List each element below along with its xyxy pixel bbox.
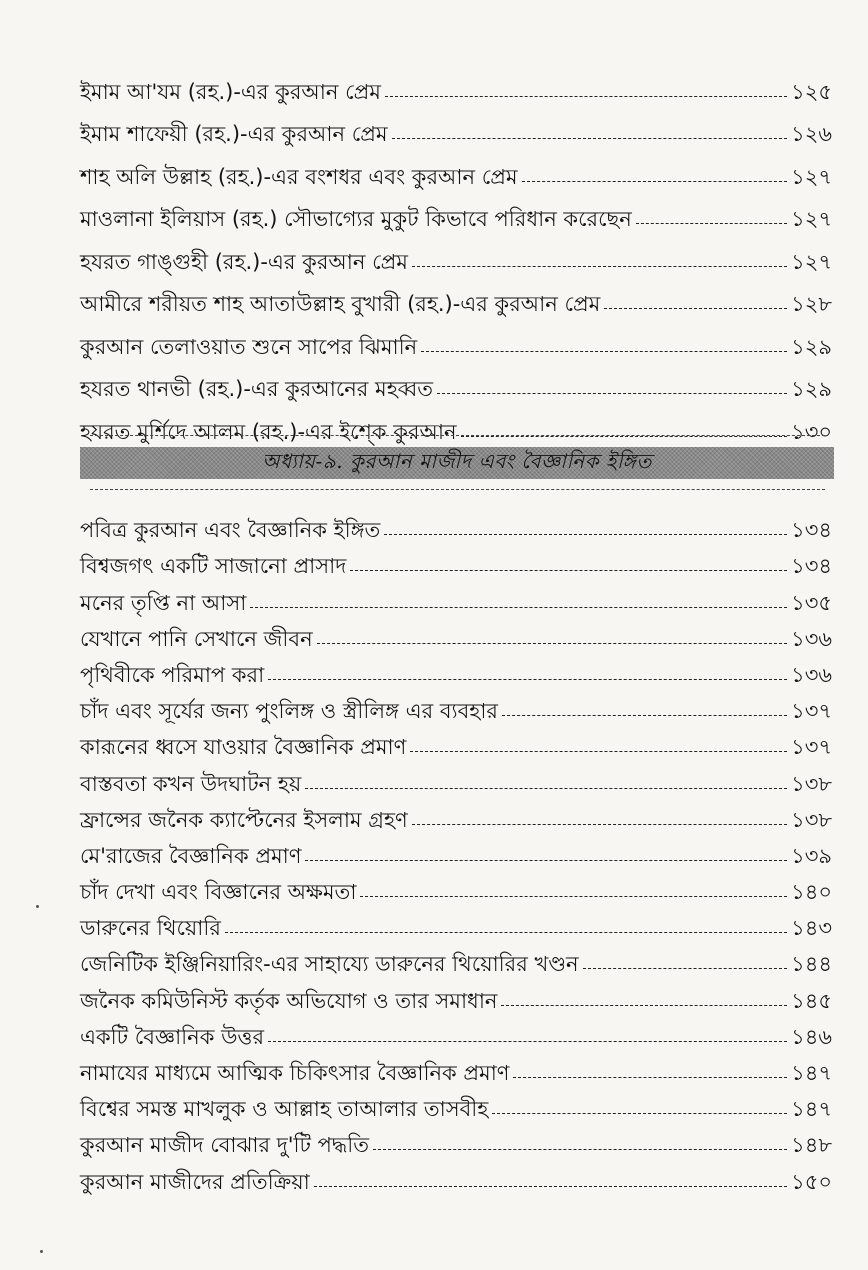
toc-list-bottom [80, 505, 832, 1193]
toc-entry-title: বিশ্বজগৎ একটি সাজানো প্রাসাদ [80, 554, 347, 579]
toc-entry-page-number: ১৩৬ [791, 626, 832, 651]
dot-leader [502, 715, 787, 716]
toc-entry-title: শাহ অলি উল্লাহ (রহ.)-এর বংশধর এবং কুরআন প্রেম [80, 164, 518, 189]
toc-list-top [80, 60, 832, 443]
dot-leader [384, 534, 787, 535]
toc-entry [80, 867, 832, 903]
dot-leader [385, 96, 787, 97]
toc-entry-title: ইমাম শাফেয়ী (রহ.)-এর কুরআন প্রেম [80, 122, 388, 146]
toc-entry [80, 686, 832, 722]
toc-entry [80, 577, 832, 613]
dot-leader [513, 1077, 787, 1078]
toc-entry [80, 1012, 832, 1048]
toc-entry-title: বাস্তবতা কখন উদঘাটন হয় [80, 771, 302, 796]
toc-entry [80, 188, 832, 231]
toc-entry-page-number: ১৩৮ [791, 771, 832, 796]
toc-entry [80, 541, 832, 577]
toc-entry [80, 1084, 832, 1120]
dot-leader [583, 968, 788, 969]
toc-entry-page-number: ১৩৭ [791, 699, 832, 724]
toc-entry [80, 650, 832, 686]
toc-entry [80, 903, 832, 939]
toc-entry-page-number: ১৩৬ [791, 662, 832, 687]
toc-entry-title: পৃথিবীকে পরিমাপ করা [80, 662, 265, 687]
toc-entry [80, 60, 832, 103]
dot-leader [225, 932, 787, 933]
dot-leader [412, 266, 787, 267]
toc-entry [80, 103, 832, 146]
toc-entry [80, 722, 832, 758]
toc-entry-page-number: ১৩৭ [791, 735, 832, 760]
toc-entry [80, 831, 832, 867]
print-speck [36, 905, 39, 908]
toc-entry-page-number: ১৪৭ [791, 1097, 832, 1122]
toc-entry-page-number: ১৪৫ [791, 988, 832, 1013]
toc-entry-page-number: ১৩৪ [791, 518, 832, 543]
chapter-heading: অধ্যায়-৯. কুরআন মাজীদ এবং বৈজ্ঞানিক ইঙ্গিত [262, 448, 652, 473]
toc-entry-title: হযরত মুর্শিদে আলম (রহ.)-এর ইশ্কে কুরআন [80, 419, 457, 444]
toc-entry-title: চাঁদ দেখা এবং বিজ্ঞানের অক্ষমতা [80, 880, 357, 905]
toc-entry-page-number: ১৪০ [791, 880, 832, 905]
toc-entry-title: ফ্রান্সের জনৈক ক্যাপ্টেনের ইসলাম গ্রহণ [80, 807, 408, 832]
divider-rule-bottom [90, 489, 825, 490]
toc-entry-page-number: ১৪৭ [791, 1061, 832, 1085]
toc-entry-page-number: ১৪৪ [791, 952, 832, 977]
dot-leader [373, 1149, 787, 1150]
toc-entry-page-number: ১২৮ [791, 292, 832, 316]
toc-entry-page-number: ১২৭ [791, 164, 832, 189]
toc-entry-page-number: ১২৯ [791, 334, 832, 359]
toc-entry-title: মে'রাজের বৈজ্ঞানিক প্রমাণ [80, 843, 302, 868]
toc-entry [80, 758, 832, 794]
toc-entry-title: পবিত্র কুরআন এবং বৈজ্ঞানিক ইঙ্গিত [80, 518, 381, 543]
toc-entry-page-number: ১২৭ [791, 207, 832, 231]
toc-entry-page-number: ১২৫ [791, 79, 832, 104]
toc-entry-title: হযরত থানভী (রহ.)-এর কুরআনের মহব্বত [80, 377, 434, 401]
toc-entry [80, 358, 832, 401]
divider-rule-top [90, 435, 825, 436]
dot-leader [250, 607, 787, 608]
toc-entry-page-number: ১৩০ [791, 419, 832, 444]
toc-entry-page-number: ১৩৯ [791, 843, 832, 868]
toc-entry-title: বিশ্বের সমস্ত মাখলুক ও আল্লাহ তাআলার তাসবীহ [80, 1097, 489, 1122]
dot-leader [305, 788, 787, 789]
toc-entry-page-number: ১৪৮ [791, 1133, 832, 1158]
dot-leader [360, 896, 787, 897]
toc-entry-title: মাওলানা ইলিয়াস (রহ.) সৌভাগ্যের মুকুট কিভাবে পরিধান করেছেন [80, 207, 632, 231]
dot-leader [314, 1186, 787, 1187]
dot-leader [437, 393, 787, 394]
toc-entry-title: আমীরে শরীয়ত শাহ আতাউল্লাহ বুখারী (রহ.)-এর কুরআন প্রেম [80, 292, 601, 316]
toc-entry-title: একটি বৈজ্ঞানিক উত্তর [80, 1024, 264, 1049]
toc-entry-title: নামাযের মাধ্যমে আত্মিক চিকিৎসার বৈজ্ঞানিক প্রমাণ [80, 1061, 510, 1085]
toc-entry [80, 400, 832, 443]
chapter-banner [80, 447, 834, 479]
dot-leader [350, 570, 787, 571]
toc-entry [80, 939, 832, 975]
toc-entry-title: হযরত গাঙ্গুহী (রহ.)-এর কুরআন প্রেম [80, 249, 408, 274]
toc-entry-title: কুরআন তেলাওয়াত শুনে সাপের ঝিমানি [80, 334, 418, 359]
toc-entry-page-number: ১২৬ [791, 122, 832, 146]
toc-entry-page-number: ১৪৬ [791, 1024, 832, 1049]
toc-entry-page-number: ১৫০ [791, 1169, 832, 1194]
toc-entry-page-number: ১৪৩ [791, 916, 832, 941]
toc-entry-page-number: ১৩৫ [791, 590, 832, 615]
toc-entry [80, 1048, 832, 1084]
toc-entry [80, 614, 832, 650]
toc-entry-title: কারূনের ধ্বসে যাওয়ার বৈজ্ঞানিক প্রমাণ [80, 735, 407, 760]
toc-entry-page-number: ১৩৪ [791, 554, 832, 579]
dot-leader [305, 860, 787, 861]
toc-entry [80, 230, 832, 273]
toc-entry-title: ইমাম আ'যম (রহ.)-এর কুরআন প্রেম [80, 79, 381, 104]
dot-leader [412, 824, 787, 825]
toc-entry [80, 505, 832, 541]
dot-leader [268, 679, 787, 680]
toc-entry-title: জনৈক কমিউনিস্ট কর্তৃক অভিযোগ ও তার সমাধান [80, 988, 498, 1013]
toc-entry-title: ডারুনের থিয়োরি [80, 916, 221, 941]
dot-leader [636, 223, 787, 224]
toc-entry [80, 315, 832, 358]
toc-entry [80, 1120, 832, 1156]
toc-entry-title: জেনিটিক ইঞ্জিনিয়ারিং-এর সাহায্যে ডারুনের থিয়োরির খণ্ডন [80, 952, 579, 977]
toc-entry-page-number: ১২৯ [791, 377, 832, 401]
dot-leader [268, 1041, 787, 1042]
toc-entry [80, 145, 832, 188]
toc-entry-title: চাঁদ এবং সূর্যের জন্য পুংলিঙ্গ ও স্ত্রীলিঙ্গ এর ব্যবহার [80, 699, 498, 724]
dot-leader [421, 351, 787, 352]
toc-entry [80, 975, 832, 1011]
toc-entry-title: যেখানে পানি সেখানে জীবন [80, 626, 313, 651]
dot-leader [392, 138, 787, 139]
toc-entry-page-number: ১২৭ [791, 249, 832, 274]
toc-entry [80, 795, 832, 831]
toc-entry [80, 1156, 832, 1192]
toc-entry-title: কুরআন মাজীদের প্রতিক্রিয়া [80, 1169, 310, 1194]
dot-leader [410, 751, 787, 752]
dot-leader [501, 1005, 787, 1006]
print-speck [40, 1250, 43, 1253]
toc-entry-page-number: ১৩৮ [791, 807, 832, 832]
dot-leader [604, 308, 787, 309]
toc-entry [80, 273, 832, 316]
dot-leader [317, 643, 787, 644]
dot-leader [522, 181, 787, 182]
toc-entry-title: মনের তৃপ্তি না আসা [80, 590, 247, 615]
dot-leader [492, 1113, 787, 1114]
toc-entry-title: কুরআন মাজীদ বোঝার দু'টি পদ্ধতি [80, 1133, 370, 1158]
